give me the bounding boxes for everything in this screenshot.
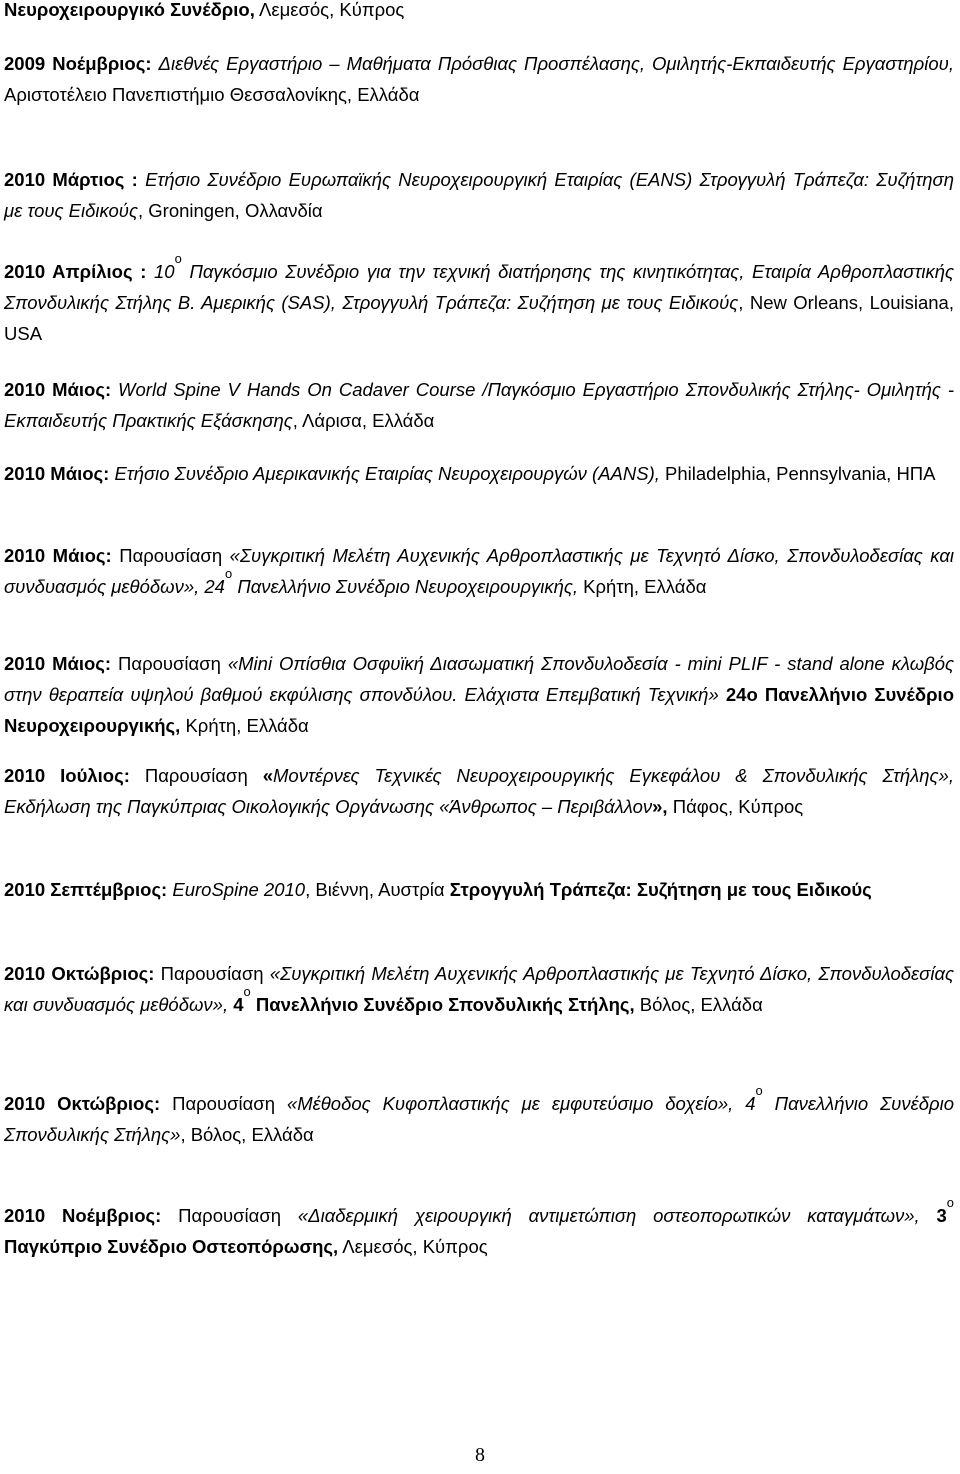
text-run: Βόλος, Ελλάδα [634, 994, 763, 1015]
text-run: Μοντέρνες Τεχνικές Νευροχειρουργικής Εγκεφάλου & Σπονδυλικής Στήλης», Εκδήλωση της Παγκύπριας Οικολογικής Οργάνωσης «Άνθρωπος – Περιβάλλον [4, 765, 954, 817]
text-run: Παγκόσμιο Συνέδριο για την τεχνική διατήρησης της κινητικότητας, Εταιρία Αρθροπλαστικής Σπονδυλικής Στήλης Β. Αμερικής (SAS), Στρογγυλή Τράπεζα: Συζήτηση με τους Ειδικούς [4, 261, 954, 313]
text-run: «Συγκριτική Μελέτη Αυχενικής Αρθροπλαστικής με Τεχνητό Δίσκο, Σπονδυλοδεσίας και συνδυασμός μεθόδων», [4, 963, 954, 1015]
text-run: Νευροχειρουργικό Συνέδριο, [4, 0, 255, 20]
entry-9 [4, 874, 954, 905]
text-run: 2010 Μάιος: [4, 463, 115, 484]
text-run: 10 [154, 261, 175, 282]
entry-6 [4, 540, 954, 602]
entry-3 [4, 251, 954, 349]
text-run: 2010 Οκτώβριος: [4, 963, 161, 984]
text-run: Πάφος, Κύπρος [667, 796, 804, 817]
entry-2 [4, 164, 954, 226]
text-run: 3 [919, 1205, 947, 1226]
text-run: Πανελλήνιο Συνέδριο Νευροχειρουργικής, [232, 576, 579, 597]
superscript: ο [243, 984, 251, 999]
text-run: 2010 Νοέμβριος: [4, 1205, 179, 1226]
superscript: ο [946, 1195, 954, 1210]
text-run: «Διαδερμική χειρουργική αντιμετώπιση οστεοπορωτικών καταγμάτων», [297, 1205, 920, 1226]
entry-5 [4, 458, 954, 489]
text-run: Παρουσίαση [160, 963, 270, 984]
superscript: ο [755, 1083, 763, 1098]
entry-10 [4, 958, 954, 1020]
superscript: ο [174, 251, 182, 266]
text-run: , Βιέννη, Αυστρία [305, 879, 450, 900]
text-run: Λεμεσός, Κύπρος [254, 0, 405, 20]
text-run: Λεμεσός, Κύπρος [338, 1236, 488, 1257]
superscript: ο [224, 566, 233, 581]
text-run: Παρουσίαση [172, 1093, 287, 1114]
text-run: , Groningen, Ολλανδία [137, 200, 323, 221]
entry-1 [4, 48, 954, 110]
text-run: Ετήσιο Συνέδριο Αμερικανικής Εταιρίας Νευροχειρουργών (AANS), [114, 463, 660, 484]
text-run: 2010 Μάιος: [4, 379, 119, 400]
text-run: Παρουσίαση [118, 653, 228, 674]
entry-0 [4, 0, 954, 25]
text-run: Στρογγυλή Τράπεζα: Συζήτηση με τους Ειδικούς [449, 879, 872, 900]
entry-11 [4, 1083, 954, 1150]
text-run: « [262, 765, 274, 786]
text-run: Παρουσίαση [144, 765, 263, 786]
text-run: Παρουσίαση [119, 545, 230, 566]
text-run: 24ο Πανελλήνιο Συνέδριο Νευροχειρουργικής, [4, 684, 954, 736]
entry-7 [4, 648, 954, 741]
text-run: World Spine V Hands On Cadaver Course /Παγκόσμιο Εργαστήριο Σπονδυλικής Στήλης- Ομιλητής - Εκπαιδευτής Πρακτικής Εξάσκησης [4, 379, 954, 431]
page-number: 8 [475, 1444, 485, 1466]
text-run: 2009 Νοέμβριος: [4, 53, 159, 74]
text-run: Κρήτη, Ελλάδα [180, 715, 309, 736]
text-run: 2010 Απρίλιος : [4, 261, 155, 282]
text-run: Παρουσίαση [178, 1205, 298, 1226]
text-run: Διεθνές Εργαστήριο – Μαθήματα Πρόσθιας Προσπέλασης, Ομιλητής-Εκπαιδευτής Εργαστηρίου, [158, 53, 954, 74]
text-run: », [652, 796, 668, 817]
text-run: Philadelphia, Pennsylvania, ΗΠΑ [659, 463, 936, 484]
text-run: Αριστοτέλειο Πανεπιστήμιο Θεσσαλονίκης, Ελλάδα [4, 84, 420, 105]
text-run: EuroSpine 2010 [172, 879, 306, 900]
text-run: 2010 Σεπτέμβριος: [4, 879, 173, 900]
text-run: 2010 Μάιος: [4, 653, 119, 674]
entry-4 [4, 374, 954, 436]
text-run: 2010 Οκτώβριος: [4, 1093, 173, 1114]
text-run: Παγκύπριο Συνέδριο Οστεοπόρωσης, [4, 1236, 339, 1257]
text-run: , New Orleans, Louisiana, USA [4, 292, 954, 344]
text-run: 2010 Ιούλιος: [4, 765, 145, 786]
text-run: 2010 Μάρτιος : [4, 169, 146, 190]
text-run: 2010 Μάιος: [4, 545, 120, 566]
text-run: «Mini Οπίσθια Οσφυϊκή Διασωματική Σπονδυλοδεσία - mini PLIF - stand alone κλωβός στην θεραπεία υψηλού βαθμού εκφύλισης σπονδύλου. Ελάχιστα Επεμβατική Τεχνική» [4, 653, 954, 705]
text-run: , Βόλος, Ελλάδα [180, 1124, 314, 1145]
text-run: Πανελλήνιο Συνέδριο Σπονδυλικής Στήλης» [4, 1093, 954, 1145]
text-run: Πανελλήνιο Συνέδριο Σπονδυλικής Στήλης, [250, 994, 635, 1015]
text-run: , Λάρισα, Ελλάδα [292, 410, 435, 431]
text-run: Κρήτη, Ελλάδα [578, 576, 707, 597]
text-run: «Μέθοδος Κυφοπλαστικής με εμφυτεύσιμο δοχείο», 4 [286, 1093, 756, 1114]
text-run: 4 [228, 994, 244, 1015]
text-run: «Συγκριτική Μελέτη Αυχενικής Αρθροπλαστικής με Τεχνητό Δίσκο, Σπονδυλοδεσίας και συνδυασμός μεθόδων», 24 [4, 545, 954, 597]
entry-12 [4, 1195, 954, 1262]
entry-8 [4, 760, 954, 822]
text-run: Ετήσιο Συνέδριο Ευρωπαϊκής Νευροχειρουργική Εταιρίας (EANS) Στρογγυλή Τράπεζα: Συζήτηση με τους Ειδικούς [4, 169, 954, 221]
